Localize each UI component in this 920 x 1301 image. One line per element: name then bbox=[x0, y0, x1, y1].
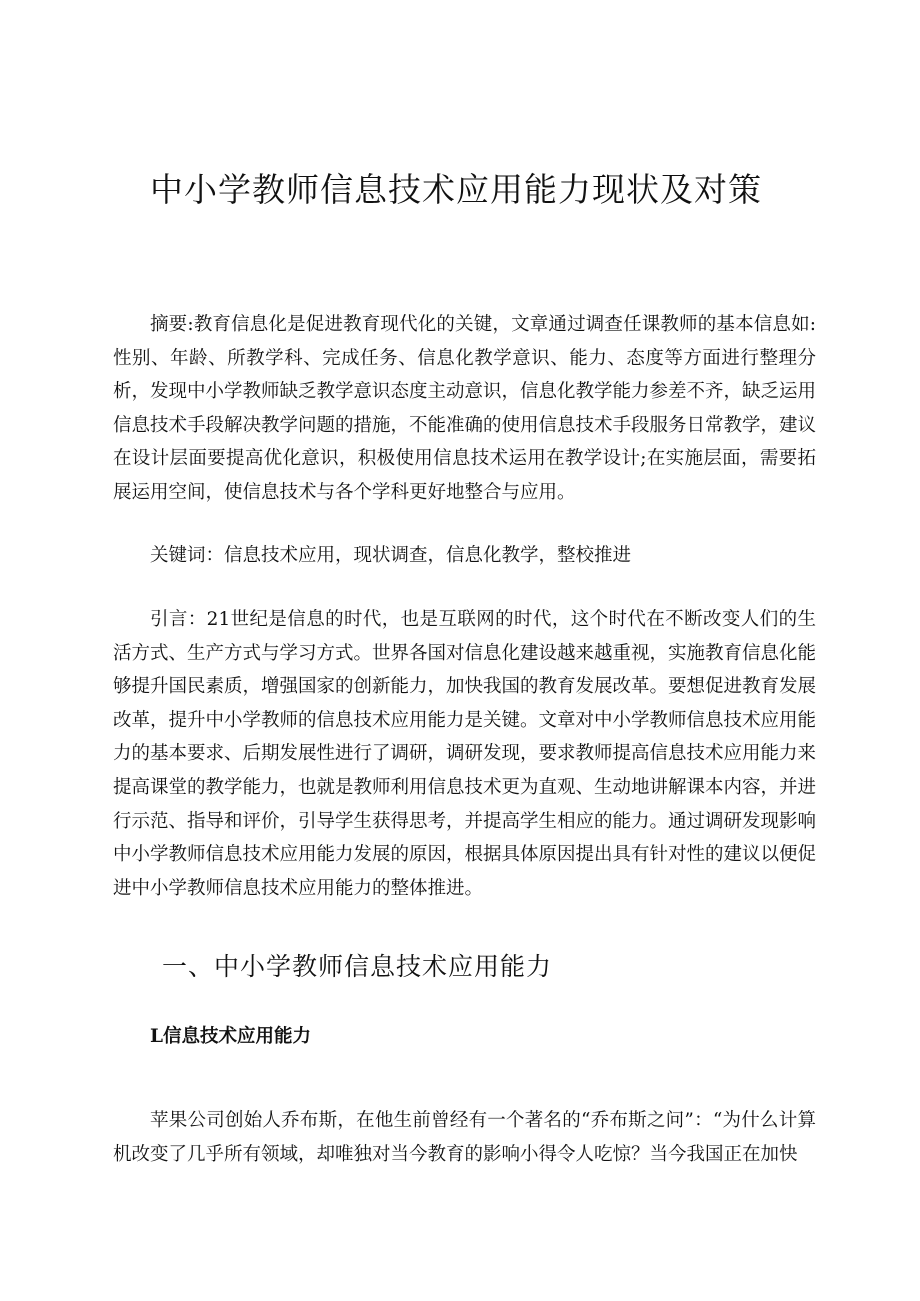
subsection-heading: L信息技术应用能力 bbox=[150, 1026, 312, 1047]
document-title: 中小学教师信息技术应用能力现状及对策 bbox=[150, 170, 762, 209]
keywords-paragraph: 关键词：信息技术应用，现状调查，信息化教学，整校推进 bbox=[150, 545, 632, 566]
body-paragraph: 苹果公司创始人乔布斯，在他生前曾经有一个著名的“乔布斯之问”：“为什么计算机改变了几乎所有领域，却唯独对当今教育的影响小得令人吃惊？当今我国正在加快 bbox=[113, 1110, 816, 1165]
section-heading: 一、中小学教师信息技术应用能力 bbox=[162, 952, 553, 981]
abstract-paragraph: 摘要:教育信息化是促进教育现代化的关键，文章通过调查任课教师的基本信息如:性别、年龄、所教学科、完成任务、信息化教学意识、能力、态度等方面进行整理分析，发现中小学教师缺乏教学意识态度主动意识，信息化教学能力参差不齐，缺乏运用信息技术手段解决教学问题的措施，不能准确的使用信息技术手段服务日常教学，建议在设计层面要提高优化意识，积极使用信息技术运用在教学设计;在实施层面，需要拓展运用空间，使信息技术与各个学科更好地整合与应用。 bbox=[113, 314, 817, 503]
introduction-paragraph: 引言：21世纪是信息的时代，也是互联网的时代，这个时代在不断改变人们的生活方式、生产方式与学习方式。世界各国对信息化建设越来越重视，实施教育信息化能够提升国民素质，增强国家的创新能力，加快我国的教育发展改革。要想促进教育发展改革，提升中小学教师的信息技术应用能力是关键。文章对中小学教师信息技术应用能力的基本要求、后期发展性进行了调研，调研发现，要求教师提高信息技术应用能力来提高课堂的教学能力，也就是教师利用信息技术更为直观、生动地讲解课本内容，并进行示范、指导和评价，引导学生获得思考，并提高学生相应的能力。通过调研发现影响中小学教师信息技术应用能力发展的原因，根据具体原因提出具有针对性的建议以便促进中小学教师信息技术应用能力的整体推进。 bbox=[113, 609, 817, 899]
